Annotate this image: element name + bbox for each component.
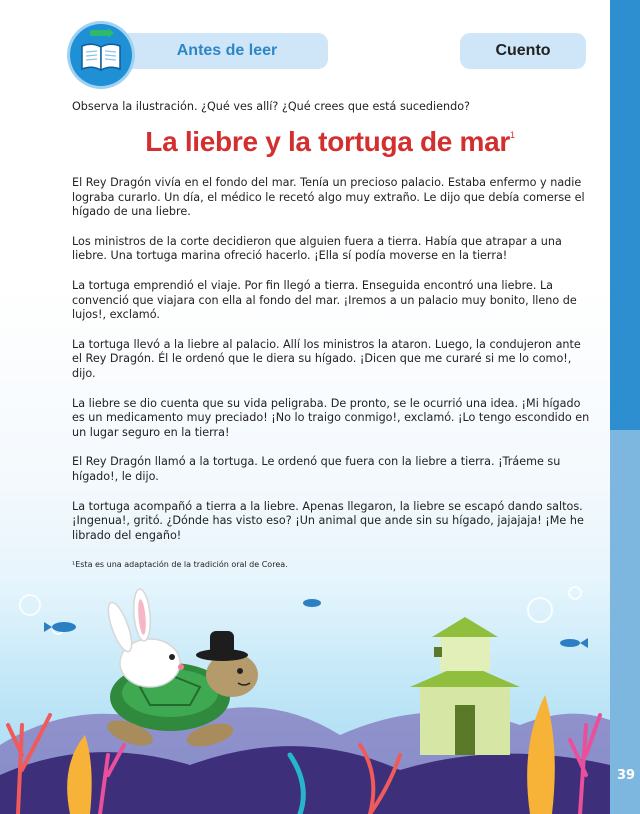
open-book-icon — [70, 24, 132, 86]
footnote-mark: 1 — [510, 130, 515, 140]
genre-label: Cuento — [495, 42, 551, 59]
section-pill — [108, 33, 328, 69]
story-paragraph: La tortuga emprendió el viaje. Por fin llegó a tierra. Enseguida encontró una liebre. La convenció que viajara con ella al fondo del mar. ¡Iremos a un palacio muy bonito, lleno de lujos!, exclamó. — [72, 278, 577, 322]
side-color-bar-lower — [610, 430, 640, 814]
genre-pill — [460, 33, 586, 69]
story-title-text: La liebre y la tortuga de mar — [145, 126, 511, 157]
story-paragraph: La tortuga llevó a la liebre al palacio. Allí los ministros la ataron. Luego, la condujeron ante el Rey Dragón. Él le ordenó que le diera su hígado. ¡Dicen que me curaré si me lo como!, dijo. — [72, 337, 581, 380]
story-paragraph: El Rey Dragón llamó a la tortuga. Le ordenó que fuera con la liebre a tierra. ¡Tráeme su hígado!, le dijo. — [72, 455, 561, 483]
story-paragraph: La tortuga acompañó a tierra a la liebre. Apenas llegaron, la liebre se escapó dando saltos. ¡Ingenua!, gritó. ¿Dónde has visto eso? ¡Un animal que ande sin su hígado, jajajaja! ¡Me he librado del engaño! — [72, 499, 584, 542]
page-number: 39 — [616, 768, 636, 783]
intro-prompt: Observa la ilustración. ¿Qué ves allí? ¿Qué crees que está sucediendo? — [72, 100, 470, 113]
footnote: ¹Esta es una adaptación de la tradición oral de Corea. — [72, 560, 288, 569]
underwater-scene-illustration — [0, 575, 610, 814]
story-paragraph: La liebre se dio cuenta que su vida peligraba. De pronto, se le ocurrió una idea. ¡Mi hígado es un medicamento muy preciado! ¡No lo traigo conmigo!, exclamó. ¡Lo tengo escondido en un lugar seguro en la tierra! — [72, 396, 590, 439]
story-title — [60, 126, 600, 158]
story-body — [72, 176, 594, 558]
story-paragraph: Los ministros de la corte decidieron que alguien fuera a tierra. Había que atrapar a una liebre. Una tortuga marina ofreció hacerlo. ¡Ella sí podía moverse en la tierra! — [72, 234, 562, 263]
story-paragraph: El Rey Dragón vivía en el fondo del mar. Tenía un precioso palacio. Estaba enfermo y nadie lograba curarlo. Un día, el médico le recetó algo muy extraño. Le dijo que debía comerse el hígado de una liebre. — [72, 176, 585, 219]
side-color-bar — [610, 0, 640, 814]
section-label: Antes de leer — [176, 42, 278, 59]
